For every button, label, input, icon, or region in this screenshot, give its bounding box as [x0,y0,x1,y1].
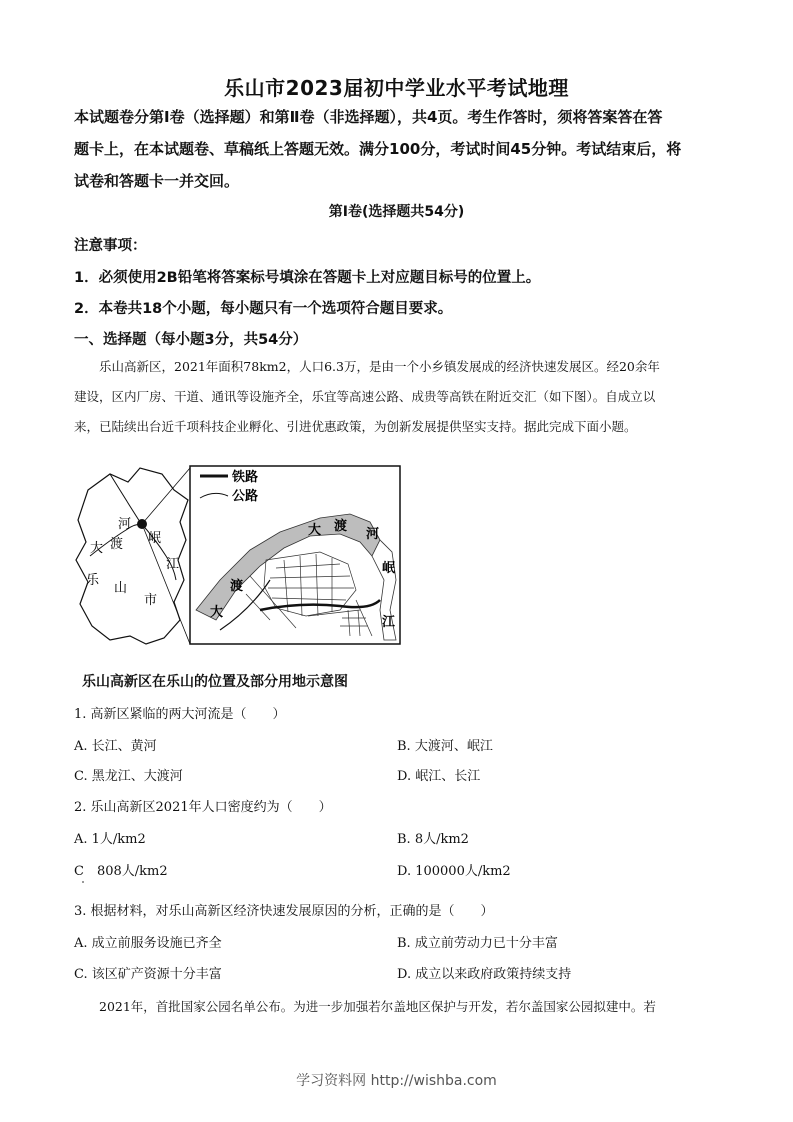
material-line-2: 建设，区内厂房、干道、通讯等设施齐全，乐宜等高速公路、成贵等高铁在附近交汇（如下图）。自成立以 [74,389,656,404]
left-label-min: 岷 [148,531,162,546]
reading-material [74,352,724,442]
q1-option-d: D. 岷江、长江 [397,769,481,784]
q3-option-a: A. 成立前服务设施已齐全 [74,936,222,951]
exam-title: 乐山市2023届初中学业水平考试地理 [224,76,569,100]
q3-option-c: C. 该区矿产资源十分丰富 [74,967,222,982]
location-map [70,460,410,660]
note-item-2: 2．本卷共18个小题，每小题只有一个选项符合题目要求。 [74,301,453,317]
q2-option-d: D. 100000人/km2 [397,864,511,879]
right-label-da: 大 [308,523,322,538]
q2-option-a: A. 1人/km2 [74,832,146,847]
q3-option-d: D. 成立以来政府政策持续支持 [397,967,572,982]
instructions-line-3: 试卷和答题卡一并交回。 [74,172,240,190]
question-2-stem: 2. 乐山高新区2021年人口密度约为（ ） [74,800,332,815]
legend-rail-label: 铁路 [232,470,259,485]
right-label-du: 渡 [334,519,348,534]
material-line-3: 来，已陆续出台近千项科技企业孵化、引进优惠政策，为创新发展提供坚实支持。据此完成下面小题。 [74,419,637,434]
instructions-line-2: 题卡上，在本试题卷、草稿纸上答题无效。满分100分，考试时间45分钟。考试结束后，将 [74,140,682,158]
question-1-stem: 1. 高新区紧临的两大河流是（ ） [74,707,286,722]
map-caption: 乐山高新区在乐山的位置及部分用地示意图 [82,674,348,690]
next-material-line: 2021年，首批国家公园名单公布。为进一步加强若尔盖地区保护与开发，若尔盖国家公园拟建中。若 [99,999,656,1014]
q1-option-c: C. 黑龙江、大渡河 [74,769,183,784]
notes-heading: 注意事项： [74,238,147,254]
stray-mark [82,881,84,883]
right-label-he: 河 [366,527,380,542]
left-label-shan: 山 [114,581,128,596]
next-material [74,992,724,1022]
part-heading: 一、选择题（每小题3分，共54分） [74,332,308,348]
q2-option-b: B. 8人/km2 [397,832,469,847]
left-label-jiang: 江 [166,557,180,572]
left-label-he: 河 [118,517,132,532]
section-title: 第Ⅰ卷(选择题共54分) [328,204,465,220]
instructions-line-1: 本试题卷分第Ⅰ卷（选择题）和第Ⅱ卷（非选择题），共4页。考生作答时，须将答案答在答 [74,108,663,126]
right-label-da2: 大 [210,605,224,620]
material-line-1: 乐山高新区，2021年面积78km2，人口6.3万，是由一个小乡镇发展成的经济快速发展区。经20余年 [99,359,660,374]
exam-instructions [74,101,724,197]
location-map-figure [70,460,410,660]
right-label-du2: 渡 [230,579,244,594]
note-item-1: 1．必须使用2B铅笔将答案标号填涂在答题卡上对应题目标号的位置上。 [74,270,541,286]
q1-option-a: A. 长江、黄河 [74,739,157,754]
leshan-outline [76,468,188,644]
page-footer: 学习资料网 http://wishba.com [296,1073,497,1089]
right-label-jiang: 江 [382,615,396,630]
q3-option-b: B. 成立前劳动力已十分丰富 [397,936,558,951]
left-label-le: 乐 [86,573,100,588]
left-label-da: 大 [90,541,104,556]
legend-road-label: 公路 [232,489,259,504]
question-3-stem: 3. 根据材料，对乐山高新区经济快速发展原因的分析，正确的是（ ） [74,904,494,919]
q1-option-b: B. 大渡河、岷江 [397,739,493,754]
left-label-du: 渡 [110,537,124,552]
q2-option-c: C 808人/km2 [74,864,168,879]
left-label-shi: 市 [144,593,158,608]
right-label-min: 岷 [382,561,396,576]
